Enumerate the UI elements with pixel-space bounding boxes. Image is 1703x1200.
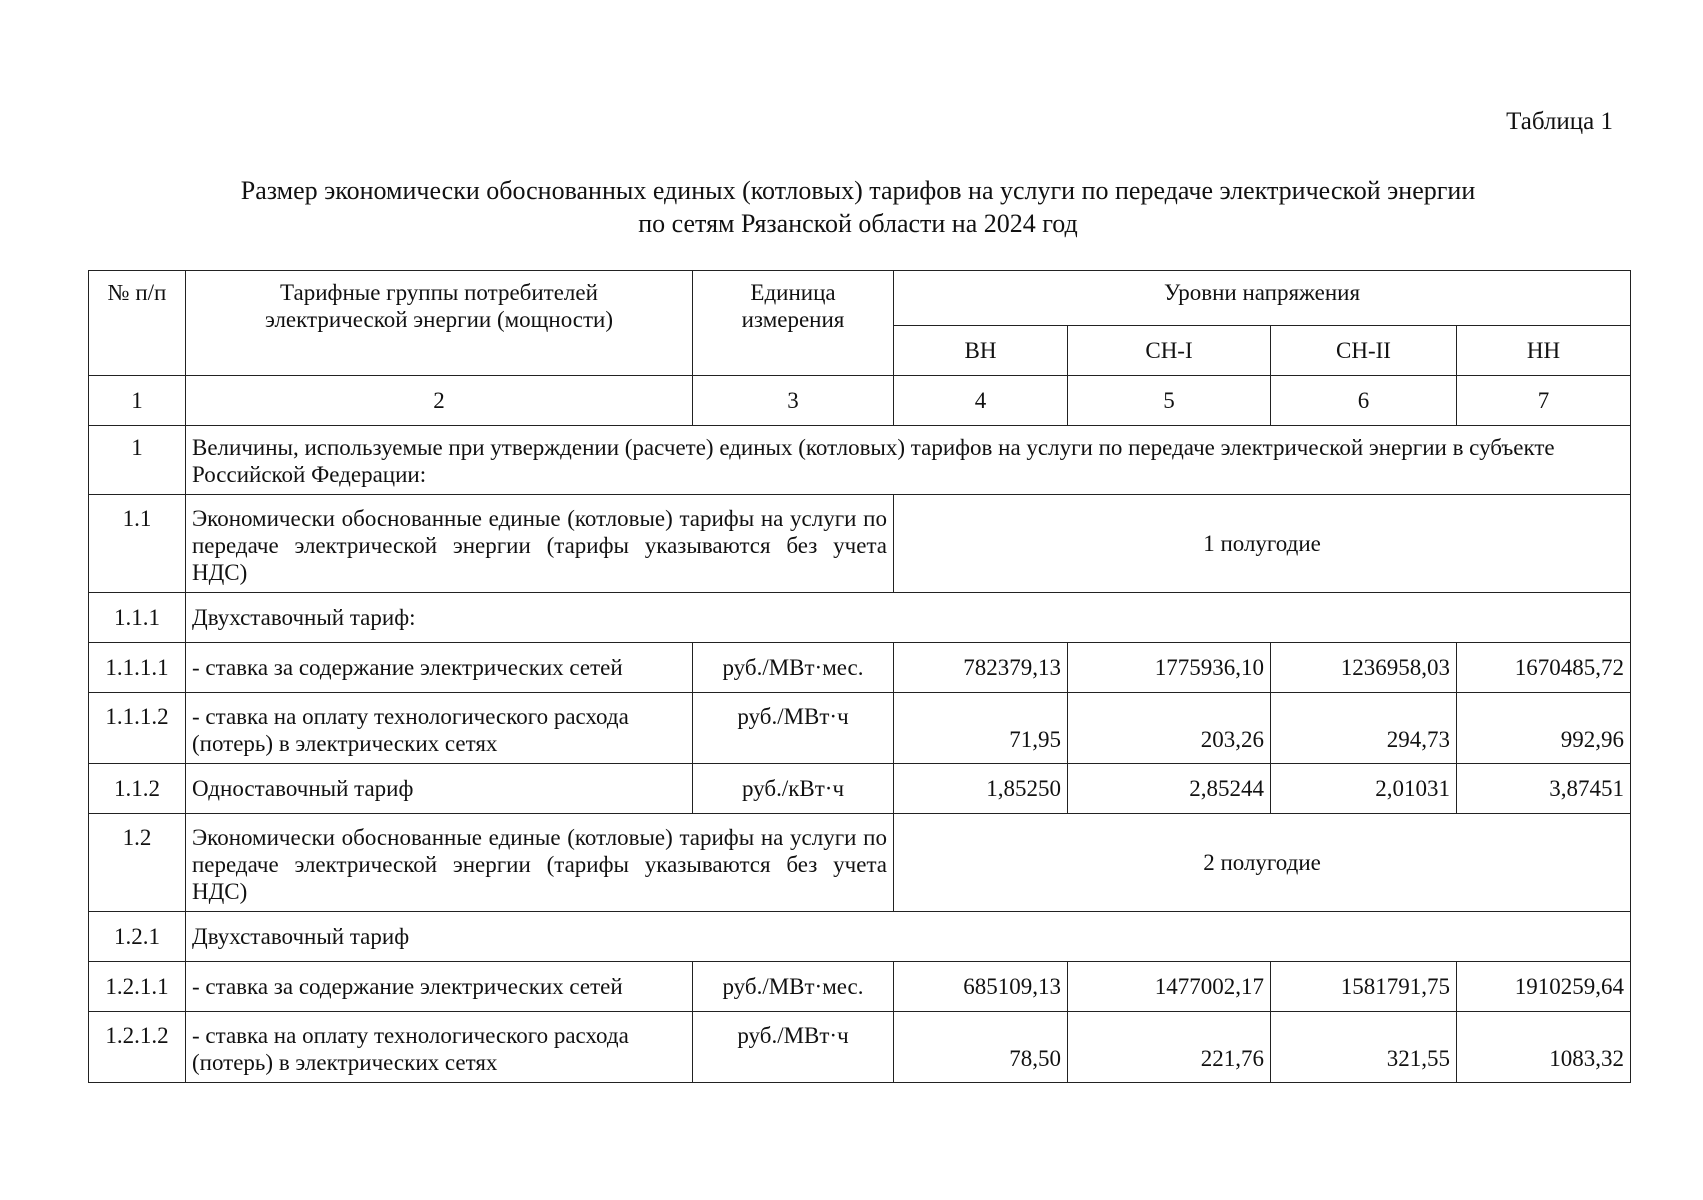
document-title	[88, 174, 1628, 240]
row-num: 1.1.1.1	[89, 643, 186, 693]
value-sn2: 1236958,03	[1271, 643, 1457, 693]
row-num: 1.2.1.1	[89, 962, 186, 1012]
value-sn1: 2,85244	[1068, 764, 1271, 814]
value-vn: 685109,13	[894, 962, 1068, 1012]
table-row	[89, 426, 1631, 495]
row-num: 1.1	[89, 495, 186, 593]
row-unit: руб./кВт·ч	[693, 764, 894, 814]
value-nn: 992,96	[1457, 693, 1631, 764]
header-nn: НН	[1457, 326, 1631, 376]
table-row	[89, 962, 1631, 1012]
row-text: - ставка за содержание электрических сетей	[186, 643, 693, 693]
value-vn: 71,95	[894, 693, 1068, 764]
row-text: Одноставочный тариф	[186, 764, 693, 814]
row-unit: руб./МВт·ч	[693, 693, 894, 764]
value-vn: 1,85250	[894, 764, 1068, 814]
value-sn2: 1581791,75	[1271, 962, 1457, 1012]
colnum-5: 5	[1068, 376, 1271, 426]
header-groups: Тарифные группы потребителей электрической энергии (мощности)	[186, 271, 693, 376]
colnum-3: 3	[693, 376, 894, 426]
title-line-2: по сетям Рязанской области на 2024 год	[638, 209, 1078, 238]
value-sn2: 2,01031	[1271, 764, 1457, 814]
row-text: Экономически обоснованные единые (котловые) тарифы на услуги по передаче электрической энергии (тарифы указываются без учета НДС)	[186, 495, 894, 593]
value-sn2: 294,73	[1271, 693, 1457, 764]
value-vn: 782379,13	[894, 643, 1068, 693]
table-row	[89, 593, 1631, 643]
period-label: 2 полугодие	[894, 814, 1631, 912]
row-num: 1.2	[89, 814, 186, 912]
value-sn1: 1775936,10	[1068, 643, 1271, 693]
row-unit: руб./МВт·мес.	[693, 962, 894, 1012]
row-num: 1.1.1.2	[89, 693, 186, 764]
header-vn: ВН	[894, 326, 1068, 376]
value-sn1: 1477002,17	[1068, 962, 1271, 1012]
row-num: 1.2.1.2	[89, 1012, 186, 1083]
row-text: Двухставочный тариф	[186, 912, 1631, 962]
header-sn2: СН-II	[1271, 326, 1457, 376]
header-sn1: СН-I	[1068, 326, 1271, 376]
table-row	[89, 693, 1631, 764]
tariff-table	[88, 270, 1631, 1083]
colnum-7: 7	[1457, 376, 1631, 426]
value-nn: 1083,32	[1457, 1012, 1631, 1083]
row-num: 1.1.2	[89, 764, 186, 814]
row-num: 1.1.1	[89, 593, 186, 643]
header-row-1	[89, 271, 1631, 326]
row-num: 1	[89, 426, 186, 495]
value-sn2: 321,55	[1271, 1012, 1457, 1083]
table-row	[89, 764, 1631, 814]
header-unit: Единица измерения	[693, 271, 894, 376]
period-label: 1 полугодие	[894, 495, 1631, 593]
column-number-row	[89, 376, 1631, 426]
row-text: - ставка на оплату технологического расхода (потерь) в электрических сетях	[186, 1012, 693, 1083]
row-unit: руб./МВт·мес.	[693, 643, 894, 693]
colnum-2: 2	[186, 376, 693, 426]
table-row	[89, 643, 1631, 693]
header-num: № п/п	[89, 271, 186, 376]
row-text: - ставка на оплату технологического расхода (потерь) в электрических сетях	[186, 693, 693, 764]
value-vn: 78,50	[894, 1012, 1068, 1083]
colnum-1: 1	[89, 376, 186, 426]
table-row	[89, 912, 1631, 962]
header-levels: Уровни напряжения	[894, 271, 1631, 326]
table-row	[89, 495, 1631, 593]
colnum-6: 6	[1271, 376, 1457, 426]
value-nn: 1910259,64	[1457, 962, 1631, 1012]
title-line-1: Размер экономически обоснованных единых (котловых) тарифов на услуги по передаче электрической энергии	[240, 176, 1476, 205]
row-num: 1.2.1	[89, 912, 186, 962]
value-sn1: 221,76	[1068, 1012, 1271, 1083]
table-row	[89, 814, 1631, 912]
value-nn: 1670485,72	[1457, 643, 1631, 693]
colnum-4: 4	[894, 376, 1068, 426]
row-text: Величины, используемые при утверждении (расчете) единых (котловых) тарифов на услуги по передаче электрической энергии в субъекте Российской Федерации:	[186, 426, 1631, 495]
value-nn: 3,87451	[1457, 764, 1631, 814]
table-label: Таблица 1	[1506, 108, 1613, 135]
row-text: Двухставочный тариф:	[186, 593, 1631, 643]
row-unit: руб./МВт·ч	[693, 1012, 894, 1083]
value-sn1: 203,26	[1068, 693, 1271, 764]
table-row	[89, 1012, 1631, 1083]
row-text: - ставка за содержание электрических сетей	[186, 962, 693, 1012]
row-text: Экономически обоснованные единые (котловые) тарифы на услуги по передаче электрической энергии (тарифы указываются без учета НДС)	[186, 814, 894, 912]
